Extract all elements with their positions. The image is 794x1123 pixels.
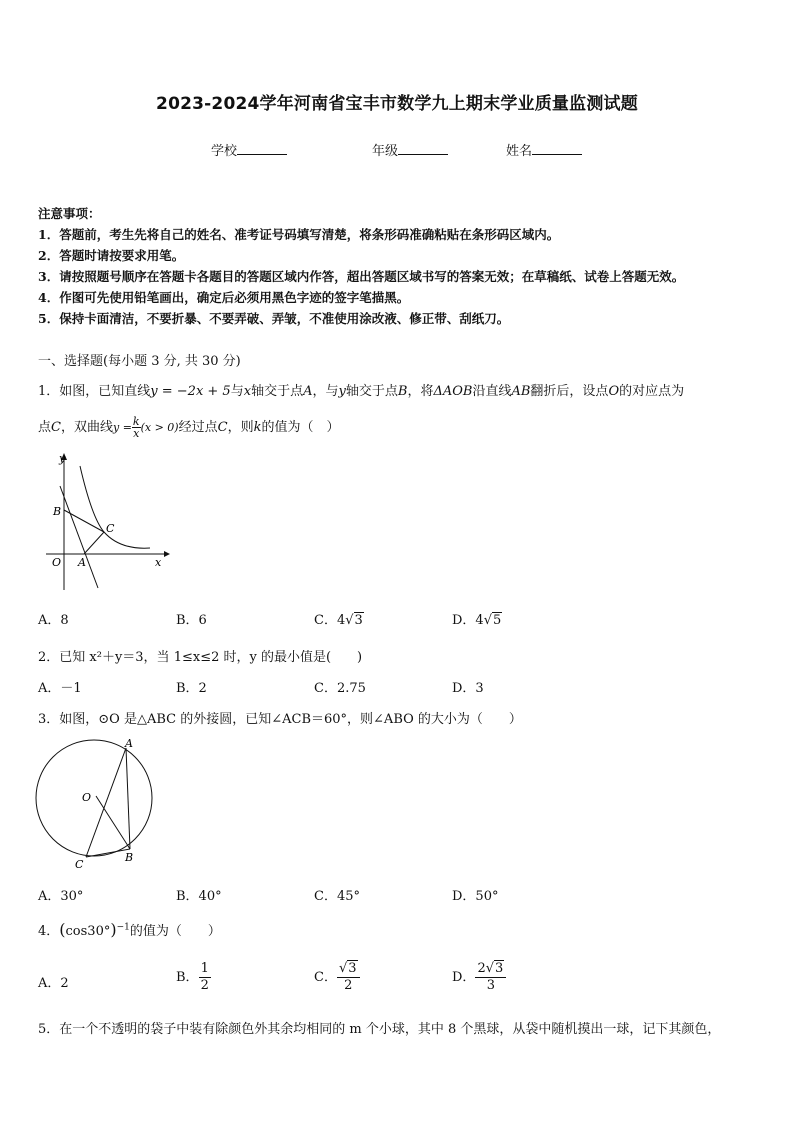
notes-heading: 注意事项：	[38, 206, 101, 221]
q4-option-b[interactable]: B． $\frac{1}{2}$	[176, 961, 209, 993]
segment-ca	[84, 532, 104, 554]
q1-option-b[interactable]: B．6	[176, 613, 207, 628]
label-o: O	[82, 791, 92, 804]
note-item: 4．作图可先使用铅笔画出，确定后必须用黑色字迹的签字笔描黑。	[38, 290, 410, 305]
grade-label: 年级	[372, 144, 399, 159]
segment-bc	[64, 510, 104, 532]
circumcircle	[36, 740, 152, 856]
q3-option-d[interactable]: D．50°	[452, 889, 499, 904]
q3-option-b[interactable]: B．40°	[176, 889, 222, 904]
q1-option-a[interactable]: A．8	[38, 613, 69, 628]
section-heading: 一、选择题(每小题 3 分, 共 30 分)	[38, 354, 241, 369]
q4-option-d[interactable]: D． $\frac{2√3}{3}$	[452, 961, 506, 994]
line-ab	[60, 486, 98, 588]
grade-blank	[398, 142, 448, 155]
chord-cb	[86, 849, 130, 857]
note-item: 3．请按照题号顺序在答题卡各题目的答题区域内作答，超出答题区域书写的答案无效；在草稿纸、试卷上答题无效。	[38, 269, 685, 284]
school-label: 学校	[211, 144, 238, 159]
q4-option-c[interactable]: C． $\frac{√3}{2}$	[314, 961, 360, 994]
page-title: 2023-2024学年河南省宝丰市数学九上期末学业质量监测试题	[156, 94, 638, 114]
question-4-text: 4．$(\cos 30^\circ)^{-1}$的值为（ ）	[38, 920, 221, 939]
question-1-figure	[40, 448, 170, 593]
label-a: A	[78, 556, 86, 569]
question-2-text: 2．已知 x²＋y＝3，当 1≤x≤2 时，y 的最小值是( )	[38, 650, 363, 665]
label-c: C	[75, 858, 84, 871]
q4-option-a[interactable]: A．2	[38, 976, 69, 991]
hyperbola-fraction: $\frac{k}{x}$	[132, 415, 140, 440]
chord-ac	[86, 748, 126, 857]
label-x: x	[155, 556, 162, 569]
q2-option-d[interactable]: D．3	[452, 681, 484, 696]
school-field	[211, 140, 287, 159]
question-1-line-2: 点C，双曲线y = $\frac{k}{x}$ (x > 0)经过点C，则k的值为（ ）	[38, 415, 340, 440]
grade-field	[372, 140, 448, 159]
q1-option-d[interactable]: D．4√5	[452, 613, 502, 628]
note-item: 5．保持卡面清洁，不要折暴、不要弄破、弄皱，不准使用涂改液、修正带、刮纸刀。	[38, 311, 510, 326]
note-item: 1．答题前，考生先将自己的姓名、准考证号码填写清楚，将条形码准确粘贴在条形码区域内。	[38, 227, 560, 242]
question-5-text: 5．在一个不透明的袋子中装有除颜色外其余均相同的 m 个小球，其中 8 个黑球，从袋中随机摸出一球，记下其颜色，	[38, 1022, 721, 1037]
line-equation: y = −2x + 5	[150, 384, 231, 399]
label-b: B	[53, 505, 62, 518]
q3-option-a[interactable]: A．30°	[38, 889, 84, 904]
question-1-line-1: 1．如图，已知直线y = −2x + 5与x轴交于点A，与y轴交于点B，将ΔAOB沿直线AB翻折后，设点O的对应点为	[38, 384, 685, 399]
q2-option-c[interactable]: C．2.75	[314, 681, 366, 696]
radius-ob	[96, 796, 130, 849]
label-a: A	[125, 737, 133, 750]
name-field	[506, 140, 582, 159]
question-3-figure	[34, 736, 159, 871]
label-y: y	[59, 452, 66, 465]
question-3-text: 3．如图，⊙O 是△ABC 的外接圆，已知∠ACB＝60°，则∠ABO 的大小为（ ）	[38, 712, 522, 727]
note-item: 2．答题时请按要求用笔。	[38, 248, 185, 263]
x-axis-arrow	[164, 551, 170, 557]
chord-ab	[126, 748, 130, 849]
label-c: C	[106, 522, 115, 535]
label-b: B	[125, 851, 134, 864]
name-blank	[532, 142, 582, 155]
name-label: 姓名	[506, 144, 533, 159]
q1-option-c[interactable]: C．4√3	[314, 613, 363, 628]
q2-option-b[interactable]: B．2	[176, 681, 207, 696]
q3-option-c[interactable]: C．45°	[314, 889, 360, 904]
school-blank	[237, 142, 287, 155]
q2-option-a[interactable]: A．－1	[38, 681, 82, 696]
label-o: O	[52, 556, 62, 569]
hyperbola-curve	[80, 466, 150, 548]
